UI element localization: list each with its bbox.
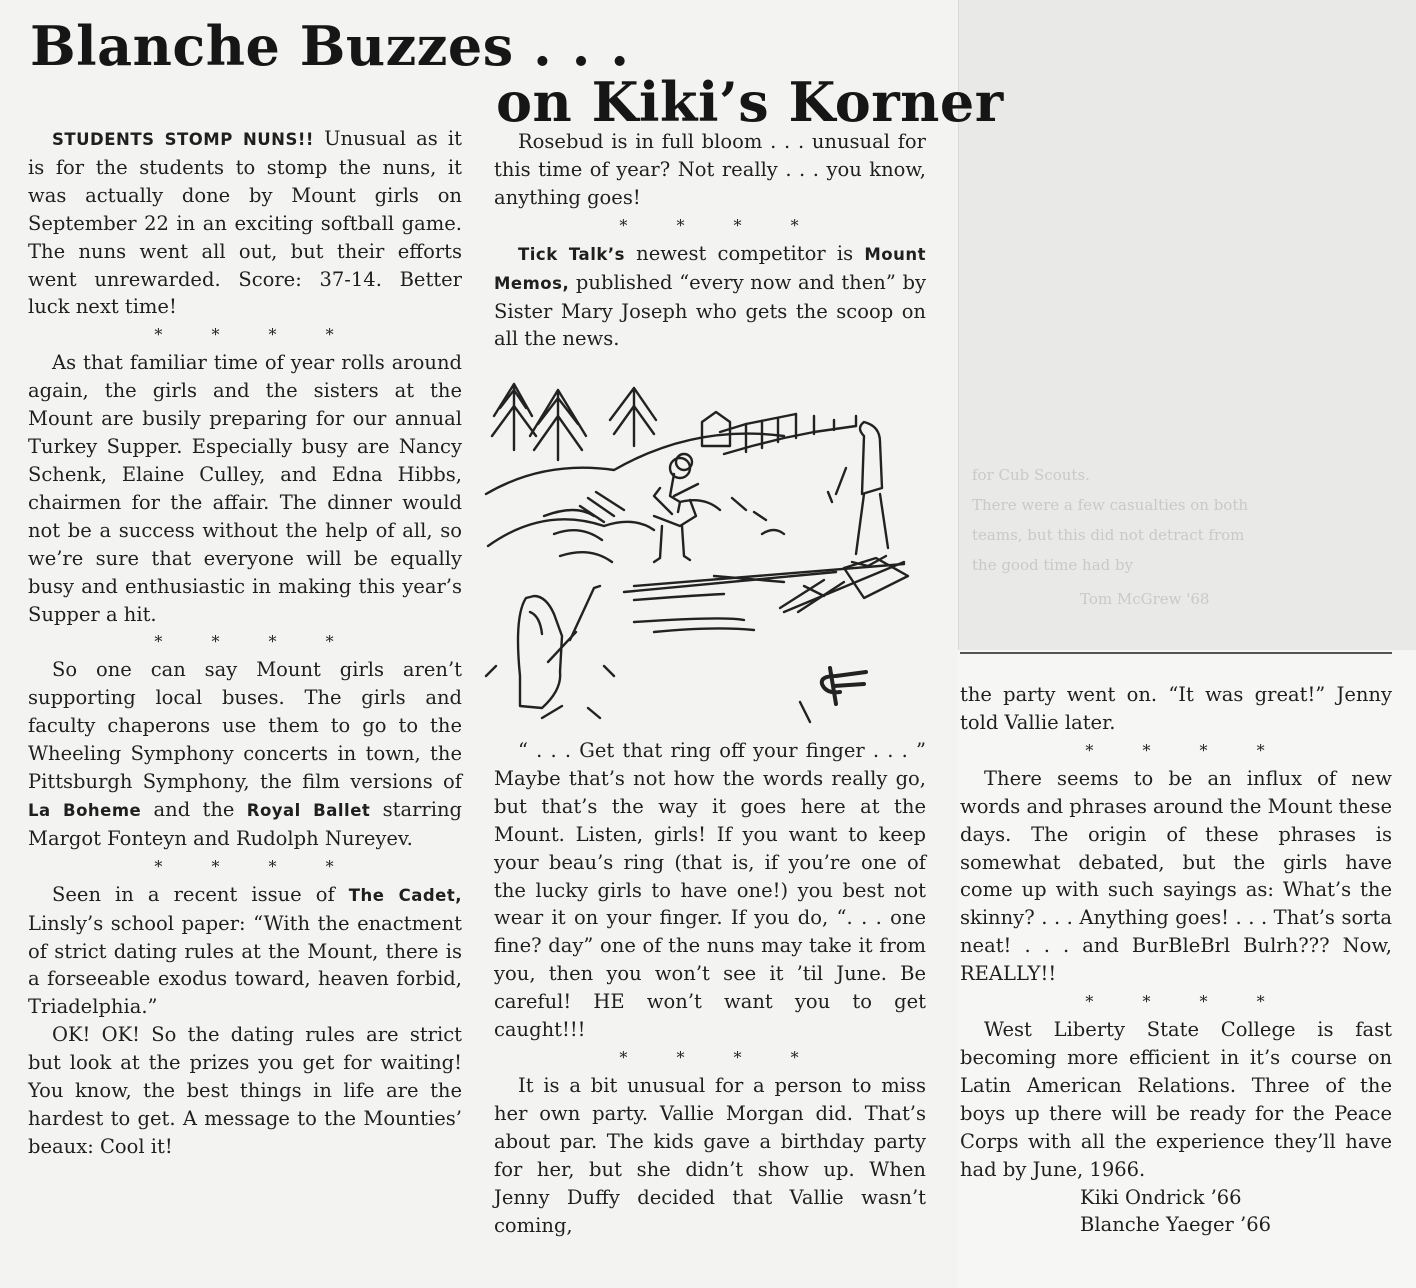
paragraph: “ . . . Get that ring off your finger . . . ” Maybe that’s not how the words really go, but that’s the way it goes here at the Mount. Listen, girls! If you want to keep your beau’s ring (that is, if you’re one of the lucky girls to have one!) you best not wear it on your finger. If you do, “. . . one fine? day” one of the nuns may take it from you, then you won’t see it ’til June. Be careful! HE won’t want you to get caught!!!	[494, 739, 926, 1042]
paragraph: Rosebud is in full bloom . . . unusual for this time of year? Not really . . . you know, anything goes!	[494, 130, 926, 209]
column-1	[28, 125, 462, 1161]
show-through-text: There were a few casualties on both	[972, 496, 1249, 514]
paragraph: STUDENTS STOMP NUNS!! Unusual as it is for the students to stomp the nuns, it was actually done by Mount girls on September 22 in an exciting softball game. The nuns went all out, but their efforts went unrewarded. Score: 37-14. Better luck next time!	[28, 127, 463, 319]
paragraph: the party went on. “It was great!” Jenny told Vallie later.	[960, 683, 1392, 734]
paragraph: Seen in a recent issue of The Cadet, Linsly’s school paper: “With the enactment of strict dating rules at the Mount, there is a forseeable exodus toward, heaven forbid, Triadelphia.”	[28, 882, 462, 1019]
section-divider: * * * *	[154, 856, 356, 876]
column-2-top	[494, 128, 926, 353]
paragraph: West Liberty State College is fast becoming more efficient in it’s course on Latin American Relations. Three of the boys up there will be ready for the Peace Corps with all the experience they’ll have had by June, 1966.	[960, 1018, 1392, 1181]
section-divider: * * * *	[619, 215, 821, 235]
headline-line-2: on Kiki’s Korner	[496, 70, 1004, 134]
show-through-text: for Cub Scouts.	[972, 466, 1090, 484]
section-divider: * * * *	[154, 632, 356, 652]
byline: Blanche Yaeger ’66	[1080, 1213, 1272, 1237]
tree-icon	[492, 384, 536, 450]
paragraph: So one can say Mount girls aren’t supporting local buses. The girls and faculty chaperons use them to go to the Wheeling Symphony concerts in town, the Pittsburgh Symphony, the film versions of La Boheme and the Royal Ballet starring Margot Fonteyn and Rudolph Nureyev.	[28, 658, 462, 850]
section-divider: * * * *	[154, 325, 356, 345]
paragraph: It is a bit unusual for a person to miss her own party. Vallie Morgan did. That’s about par. The kids gave a birthday party for her, but she didn’t show up. When Jenny Duffy decided that Vallie wasn’t coming,	[494, 1073, 926, 1237]
section-divider: * * * *	[1085, 992, 1287, 1012]
headline-line-1: Blanche Buzzes . . .	[30, 14, 630, 78]
paragraph: There seems to be an influx of new words and phrases around the Mount these days. The origin of these phrases is somewhat debated, but the girls have come up with such sayings as: What’s the skinny? . . . Anything goes! . . . That’s sorta neat! . . . and BurBleBrl Bulrh??? Now, REALLY!!	[960, 766, 1393, 986]
tree-icon	[530, 390, 586, 460]
column-rule	[960, 652, 1392, 654]
show-through-text: Tom McGrew '68	[1080, 590, 1210, 608]
show-through-text: the good time had by	[972, 556, 1134, 574]
section-divider: * * * *	[1085, 740, 1287, 760]
lead-in: STUDENTS STOMP NUNS!!	[52, 130, 314, 149]
tree-icon	[610, 388, 656, 446]
section-divider: * * * *	[619, 1047, 821, 1067]
paragraph: OK! OK! So the dating rules are strict but look at the prizes you get for waiting! You know, the best things in life are the hardest to get. A message to the Mounties’ beaux: Cool it!	[28, 1023, 462, 1158]
paragraph: Tick Talk’s newest competitor is Mount Memos, published “every now and then” by Sister Mary Joseph who gets the scoop on all the news.	[494, 241, 927, 351]
byline: Kiki Ondrick ’66	[1080, 1185, 1242, 1209]
folded-overlay-page	[958, 0, 1416, 650]
column-2-bottom	[494, 737, 926, 1239]
softball-cartoon-illustration	[484, 376, 934, 732]
paragraph: As that familiar time of year rolls around again, the girls and the sisters at the Mount are busily preparing for our annual Turkey Supper. Especially busy are Nancy Schenk, Elaine Culley, and Edna Hibbs, chairmen for the affair. The dinner would not be a success without the help of all, so we’re sure that everyone will be equally busy and enthusiastic in making this year’s Supper a hit.	[28, 351, 462, 626]
show-through-text: teams, but this did not detract from	[972, 526, 1245, 544]
column-3	[960, 681, 1392, 1239]
